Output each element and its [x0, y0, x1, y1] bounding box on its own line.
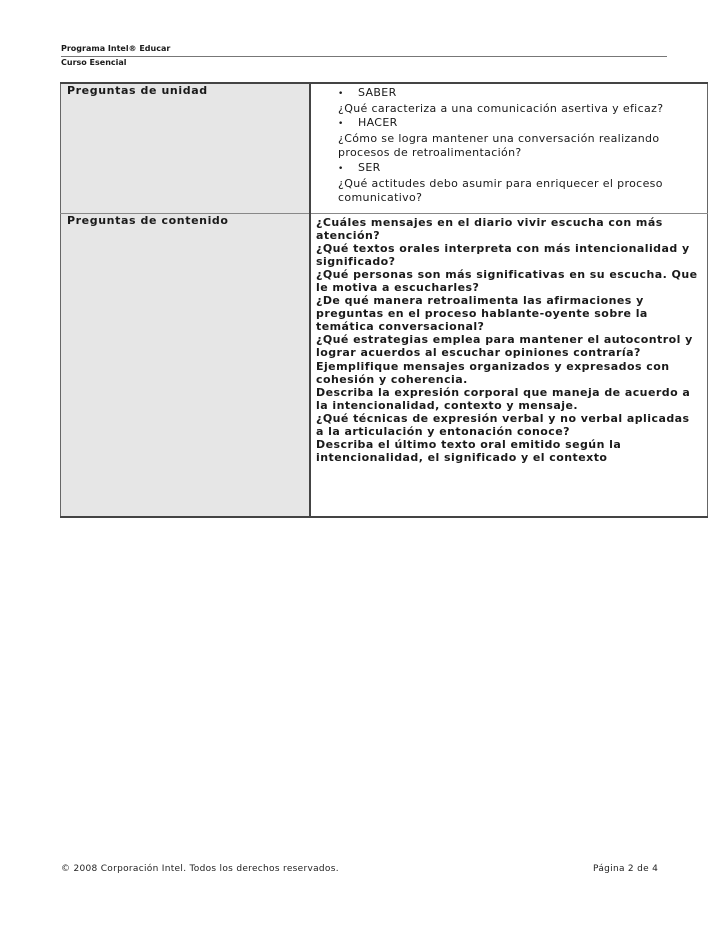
unit-category-item [338, 86, 707, 102]
unit-category-label: HACER [358, 116, 398, 130]
questions-table [60, 82, 708, 518]
content-question-line: ¿Qué personas son más significativas en su escucha. Que [316, 267, 698, 281]
content-question-line: significado? [316, 254, 396, 268]
header-rule [61, 56, 667, 57]
bullet-icon: • [338, 163, 344, 174]
content-question-line: preguntas en el proceso hablante-oyente sobre la [316, 307, 648, 321]
unit-question-line: comunicativo? [338, 191, 423, 205]
content-questions-row [61, 213, 708, 517]
program-title: Programa Intel® Educar [61, 44, 171, 53]
unit-category-label: SABER [358, 86, 397, 99]
content-question-line: Describa la expresión corporal que maneja de acuerdo a [316, 385, 691, 399]
content-question-line: Ejemplifique mensajes organizados y expresados con [316, 359, 670, 373]
content-questions-label: Preguntas de contenido [67, 213, 229, 227]
content-question-line: Describa el último texto oral emitido según la [316, 438, 622, 452]
content-question-line: atención? [316, 228, 381, 242]
copyright-text: © 2008 Corporación Intel. Todos los derechos reservados. [61, 864, 339, 874]
content-questions-content-cell [310, 213, 708, 517]
unit-question-line: ¿Qué actitudes debo asumir para enriquecer el proceso [338, 176, 663, 190]
content-question-line: ¿Qué técnicas de expresión verbal y no verbal aplicadas [316, 411, 690, 425]
content-question-line: ¿De qué manera retroalimenta las afirmaciones y [316, 294, 644, 308]
content-questions-text [311, 214, 707, 465]
page-header [61, 44, 667, 68]
unit-category-item [338, 116, 707, 132]
content-question-line: a la articulación y entonación conoce? [316, 425, 571, 438]
bullet-icon: • [338, 119, 344, 130]
content-question-line: intencionalidad, el significado y el contexto [316, 451, 608, 465]
unit-category-item [338, 161, 707, 177]
unit-question-line: ¿Cómo se logra mantener una conversación realizando [338, 131, 660, 145]
unit-questions-label: Preguntas de unidad [67, 84, 208, 97]
unit-question-line: ¿Qué caracteriza a una comunicación asertiva y eficaz? [338, 101, 664, 115]
content-question-line: le motiva a escucharles? [316, 280, 480, 294]
course-title: Curso Esencial [61, 58, 127, 67]
content-question-line: temática conversacional? [316, 320, 485, 334]
unit-category-label: SER [358, 160, 381, 174]
content-question-line: la intencionalidad, contexto y mensaje. [316, 398, 579, 412]
unit-questions-row [61, 83, 708, 213]
content-question-line: ¿Qué estrategias emplea para mantener el autocontrol y [316, 333, 693, 347]
content-question-line: ¿Cuáles mensajes en el diario vivir escucha con más [316, 215, 663, 229]
content-questions-label-cell [61, 213, 311, 517]
unit-questions-list [311, 84, 707, 206]
bullet-icon: • [338, 89, 344, 99]
content-question-line: cohesión y coherencia. [316, 372, 468, 386]
unit-question-line: procesos de retroalimentación? [338, 146, 522, 160]
content-question-line: ¿Qué textos orales interpreta con más intencionalidad y [316, 241, 690, 255]
page-number: Página 2 de 4 [593, 864, 659, 874]
unit-questions-content-cell [310, 83, 708, 213]
content-question-line: lograr acuerdos al escuchar opiniones contraría? [316, 346, 641, 360]
unit-questions-label-cell [61, 83, 311, 213]
